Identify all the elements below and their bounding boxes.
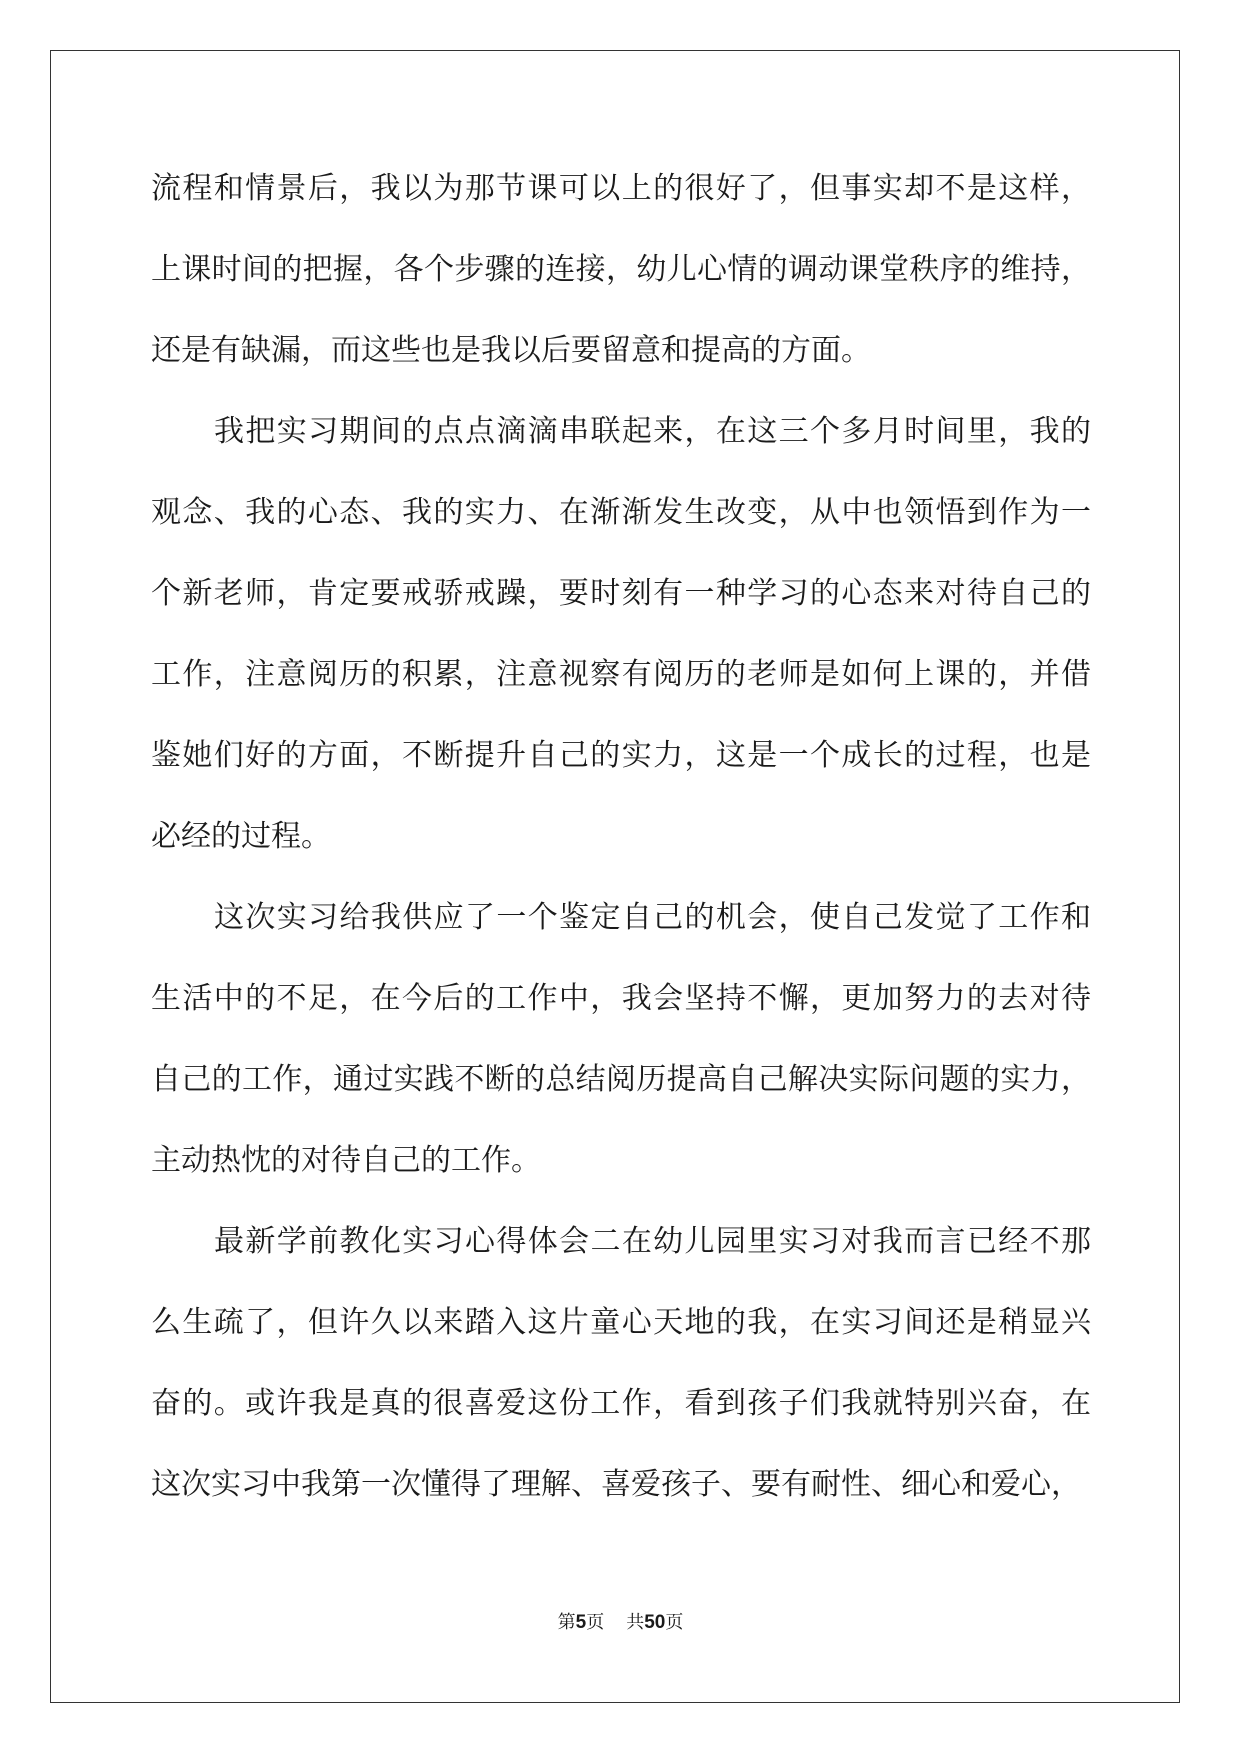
page-footer [0,1608,1241,1634]
paragraph [151,391,1091,877]
paragraph [151,1201,1091,1525]
text-line: 这次实习中我第一次懂得了理解、喜爱孩子、要有耐性、细心和爱心， [151,1467,1081,1502]
text-line: 奋的。或许我是真的很喜爱这份工作，看到孩子们我就特别兴奋，在 [151,1386,1091,1421]
text-line: 自己的工作，通过实践不断的总结阅历提高自己解决实际问题的实力， [151,1062,1091,1097]
text-line: 么生疏了，但许久以来踏入这片童心天地的我，在实习间还是稍显兴 [151,1305,1091,1340]
text-line: 工作，注意阅历的积累，注意视察有阅历的老师是如何上课的，并借 [151,657,1091,692]
text-line: 还是有缺漏，而这些也是我以后要留意和提高的方面。 [151,333,871,368]
footer-page-prefix: 第 [557,1612,576,1633]
text-line: 上课时间的把握，各个步骤的连接，幼儿心情的调动课堂秩序的维持， [151,252,1091,287]
footer-page-suffix: 页 [586,1612,605,1633]
footer-total-suffix: 页 [665,1612,684,1633]
text-line: 鉴她们好的方面，不断提升自己的实力，这是一个成长的过程，也是 [151,738,1091,773]
footer-total-pages: 50 [644,1612,666,1633]
text-line: 最新学前教化实习心得体会二在幼儿园里实习对我而言已经不那 [214,1224,1091,1259]
footer-total-prefix: 共 [626,1612,645,1633]
text-line: 流程和情景后，我以为那节课可以上的很好了，但事实却不是这样， [151,171,1091,206]
text-line: 必经的过程。 [151,819,331,854]
paragraph [151,148,1091,391]
text-line: 观念、我的心态、我的实力、在渐渐发生改变，从中也领悟到作为一 [151,495,1091,530]
text-line: 生活中的不足，在今后的工作中，我会坚持不懈，更加努力的去对待 [151,981,1091,1016]
document-body [151,148,1091,1525]
text-line: 这次实习给我供应了一个鉴定自己的机会，使自己发觉了工作和 [214,900,1091,935]
footer-page-number: 5 [575,1612,587,1633]
paragraph [151,877,1091,1201]
text-line: 主动热忱的对待自己的工作。 [151,1143,541,1178]
text-line: 我把实习期间的点点滴滴串联起来，在这三个多月时间里，我的 [214,414,1091,449]
text-line: 个新老师，肯定要戒骄戒躁，要时刻有一种学习的心态来对待自己的 [151,576,1091,611]
